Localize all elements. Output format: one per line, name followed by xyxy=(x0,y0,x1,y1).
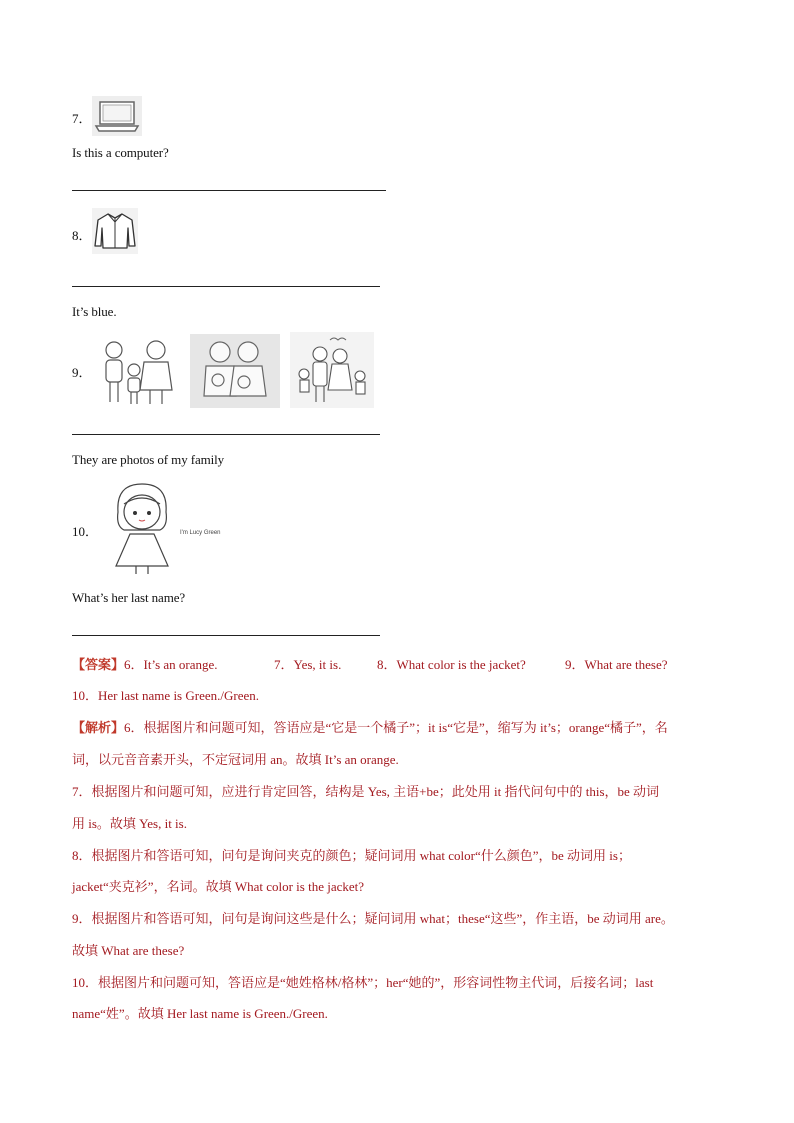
family-photo-1-icon xyxy=(96,336,176,408)
jacket-icon xyxy=(92,208,138,254)
q7-answer-line xyxy=(72,190,386,191)
answer-item-7: 7．Yes, it is. xyxy=(274,657,342,672)
q7-question: Is this a computer? xyxy=(72,145,169,160)
analysis-line-10: name“姓”。故填 Her last name is Green./Green. xyxy=(72,1006,328,1021)
family-photo-2-icon xyxy=(190,334,280,408)
analysis-line-3: 7．根据图片和问题可知，应进行肯定回答，结构是 Yes, 主语+be；此处用 it 指代问句中的 this，be 动词 xyxy=(72,784,660,799)
analysis-line-2: 词，以元音音素开头，不定冠词用 an。故填 It’s an orange. xyxy=(72,752,399,767)
q9-answer-line xyxy=(72,434,380,435)
q10-number: 10． xyxy=(72,524,99,539)
family-photo-3-icon xyxy=(290,332,374,408)
speech-bubble-text: I'm Lucy Green xyxy=(180,530,221,536)
answer-item-9: 9．What are these? xyxy=(565,657,668,672)
analysis-text-1: 6．根据图片和问题可知，答语应是“它是一个橘子”；it is“它是”，缩写为 it’s；orange“橘子”，名 xyxy=(124,720,668,735)
answers-tag: 【答案】 xyxy=(72,657,125,672)
q7-number: 7． xyxy=(72,111,92,126)
q10-question: What’s her last name? xyxy=(72,590,186,605)
analysis-tag: 【解析】 xyxy=(72,720,125,735)
analysis-line-7: 9．根据图片和答语可知，问句是询问这些是什么；疑问词用 what；these“这些”，作主语，be 动词用 are。 xyxy=(72,911,674,926)
laptop-icon xyxy=(92,96,142,136)
girl-cartoon-icon xyxy=(102,478,182,578)
analysis-line-6: jacket“夹克衫”，名词。故填 What color is the jacket? xyxy=(72,879,365,894)
q9-number: 9． xyxy=(72,365,92,380)
answer-item-8: 8．What color is the jacket? xyxy=(377,657,526,672)
q10-answer-line xyxy=(72,635,380,636)
analysis-line-1 xyxy=(72,717,668,736)
answer-item-6: 6．It’s an orange. xyxy=(124,657,218,672)
q9-answer: They are photos of my family xyxy=(72,452,225,467)
q8-answer-line xyxy=(72,286,380,287)
analysis-line-8: 故填 What are these? xyxy=(72,943,185,958)
analysis-line-9: 10．根据图片和问题可知，答语应是“她姓格林/格林”；her“她的”，形容词性物主代词，后接名词；last xyxy=(72,975,654,990)
analysis-line-4: 用 is。故填 Yes, it is. xyxy=(72,816,187,831)
q8-answer: It’s blue. xyxy=(72,304,117,319)
answers-row xyxy=(72,654,668,673)
q8-number: 8． xyxy=(72,228,92,243)
analysis-line-5: 8．根据图片和答语可知，问句是询问夹克的颜色；疑问词用 what color“什么颜色”，be 动词用 is； xyxy=(72,848,631,863)
answer-item-10: 10．Her last name is Green./Green. xyxy=(72,688,259,703)
